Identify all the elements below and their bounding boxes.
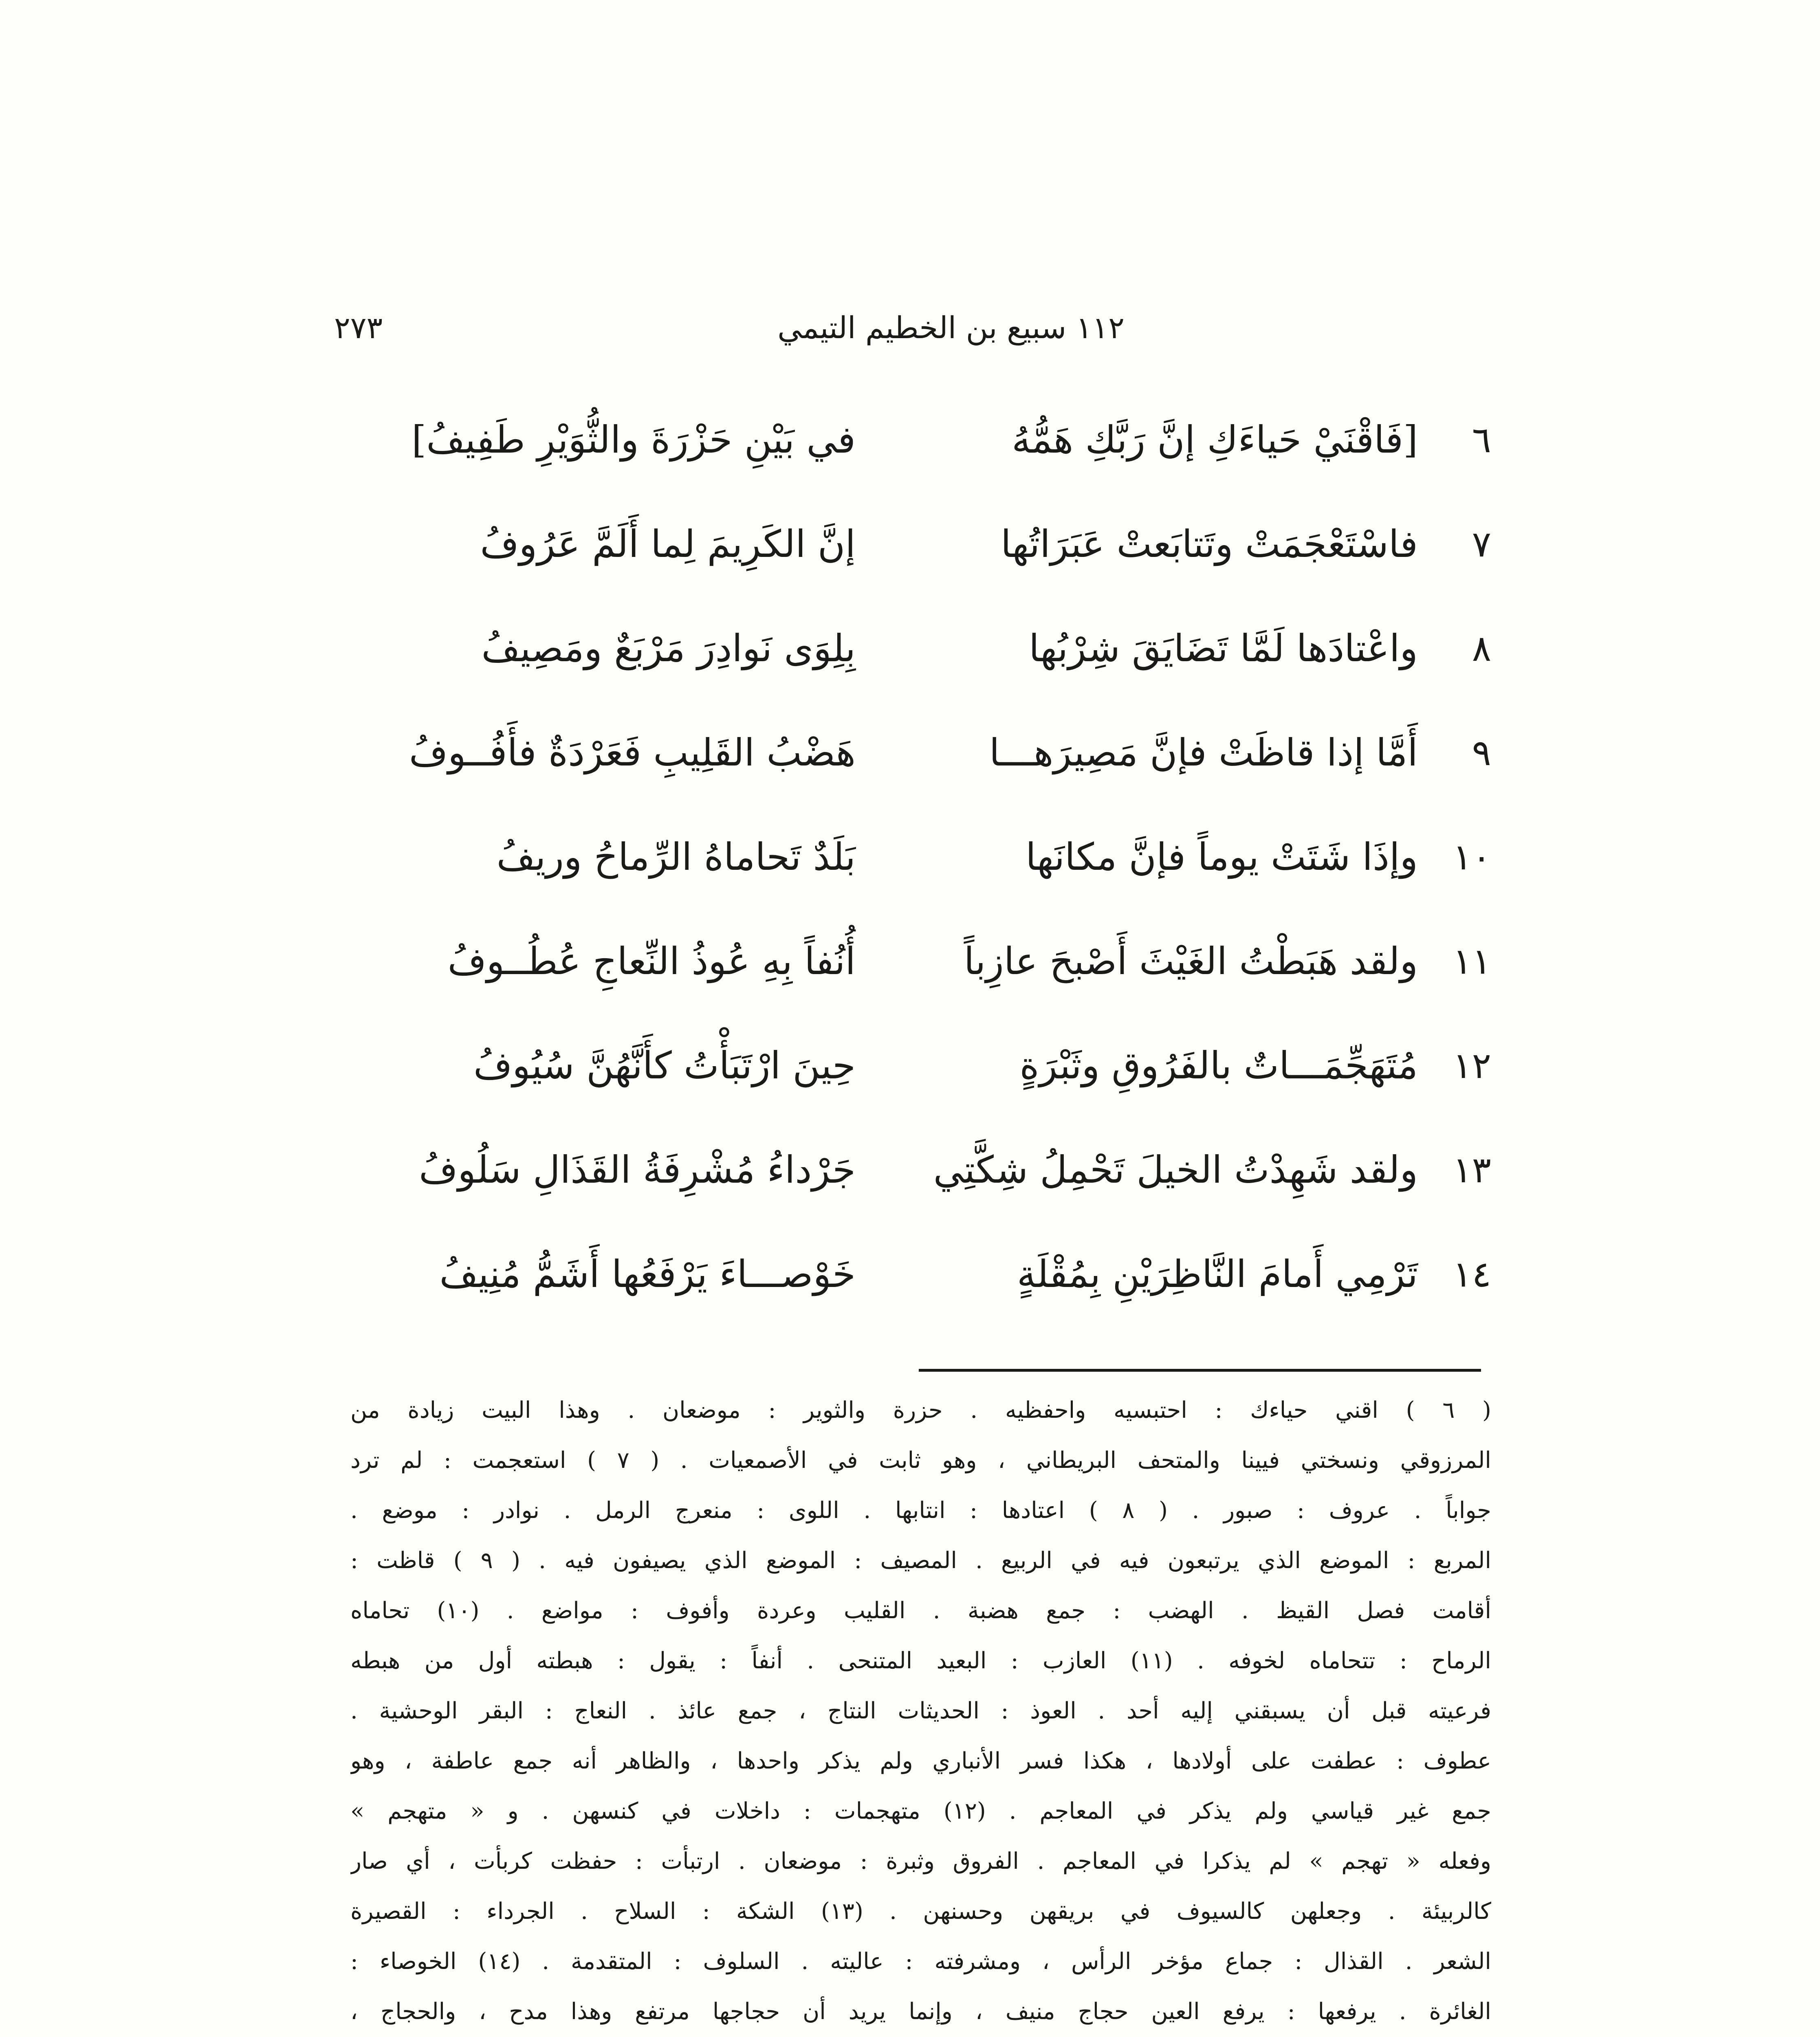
verse-line (359, 1225, 1491, 1330)
verse-line (359, 1017, 1491, 1121)
footnote-line: الشعر . القذال : جماع مؤخر الرأس ، ومشرفته : عاليته . السلوف : المتقدمة . (١٤) الخوصاء : (350, 1948, 1491, 1975)
chapter-title: ١١٢ سبيع بن الخطيم التيمي (777, 310, 1125, 345)
verse-second-hemistich: خَوْصـــاءَ يَرْفَعُها أَشَمُّ مُنِيفُ (439, 1252, 856, 1296)
verse-number: ٧ (1472, 523, 1491, 565)
footnote-line: أقامت فصل القيظ . الهضب : جمع هضبة . القليب وعردة وأفوف : مواضع . (١٠) تحاماه (350, 1597, 1491, 1624)
verse-number: ١١ (1452, 940, 1491, 982)
verse-first-hemistich: [فَاقْنَيْ حَياءَكِ إنَّ رَبَّكِ هَمُّهُ (1012, 418, 1418, 462)
footnote-divider (919, 1369, 1481, 1372)
verse-second-hemistich: إنَّ الكَرِيمَ لِما أَلَمَّ عَرُوفُ (480, 522, 856, 566)
running-header (326, 301, 1491, 354)
verse-first-hemistich: وإذَا شَتَتْ يوماً فإنَّ مكانَها (1026, 835, 1418, 879)
poem (359, 391, 1491, 1330)
verse-second-hemistich: بِلِوَى نَوادِرَ مَرْبَعٌ ومَصِيفُ (481, 627, 856, 670)
verse-number: ٦ (1472, 419, 1491, 461)
footnote-line: كالربيئة . وجعلهن كالسيوف في بريقهن وحسنهن . (١٣) الشكة : السلاح . الجرداء : القصيرة (350, 1898, 1491, 1925)
verse-second-hemistich: بَلَدٌ تَحاماهُ الرِّماحُ وريفُ (496, 835, 856, 879)
verse-line (359, 808, 1491, 913)
footnote-line: فرعيته قبل أن يسبقني إليه أحد . العوذ : الحديثات النتاج ، جمع عائذ . النعاج : البقر الوحشية . (350, 1698, 1491, 1724)
page-number: ٢٧٣ (334, 310, 383, 345)
verse-number: ١٣ (1452, 1149, 1491, 1191)
verse-line (359, 1121, 1491, 1225)
verse-line (359, 391, 1491, 495)
footnote-line: ( ٦ ) اقني حياءك : احتبسيه واحفظيه . حزرة والثوير : موضعان . وهذا البيت زيادة من (350, 1397, 1491, 1423)
verse-number: ١٢ (1452, 1045, 1491, 1087)
verse-second-hemistich: هَضْبُ القَلِيبِ فَعَرْدَةٌ فأَفُــوفُ (409, 731, 856, 774)
verse-line (359, 600, 1491, 704)
verse-number: ٨ (1472, 627, 1491, 669)
verse-first-hemistich: ولقد هَبَطْتُ الغَيْثَ أَصْبحَ عازِباً (964, 939, 1418, 983)
verse-first-hemistich: واعْتادَها لَمَّا تَضَايَقَ شِرْبُها (1029, 627, 1418, 670)
verse-first-hemistich: مُتَهَجِّمَـــاتٌ بالفَرُوقِ وثَبْرَةٍ (1019, 1044, 1418, 1087)
footnotes (350, 1385, 1491, 2037)
verse-second-hemistich: أُنُفاً بِهِ عُوذُ النِّعاجِ عُطُــوفُ (447, 939, 856, 983)
verse-number: ٩ (1472, 732, 1491, 774)
footnote-line: الرماح : تتحاماه لخوفه . (١١) العازب : البعيد المتنحى . أنفاً : يقول : هبطته أول من هبطه (350, 1648, 1491, 1674)
verse-first-hemistich: تَرْمِي أَمامَ النَّاظِرَيْنِ بِمُقْلَةٍ (1017, 1252, 1418, 1296)
verse-second-hemistich: حِينَ ارْتَبَأْتُ كأَنَّهُنَّ سُيُوفُ (473, 1044, 856, 1087)
footnote-line: جواباً . عروف : صبور . ( ٨ ) اعتادها : انتابها . اللوى : منعرج الرمل . نوادر : موضع . (350, 1497, 1491, 1524)
verse-second-hemistich: في بَيْنِ حَزْرَةَ والثُّوَيْرِ طَفِيفُ] (412, 418, 856, 462)
verse-second-hemistich: جَرْداءُ مُشْرِفَةُ القَذَالِ سَلُوفُ (419, 1148, 856, 1192)
footnote-line: جمع غير قياسي ولم يذكر في المعاجم . (١٢) متهجمات : داخلات في كنسهن . و « متهجم » (350, 1798, 1491, 1824)
footnote-line: الغائرة . يرفعها : يرفع العين حجاج منيف ، وإنما يريد أن حجاجها مرتفع وهذا مدح ، والحجاج ، (350, 1998, 1491, 2025)
verse-line (359, 913, 1491, 1017)
footnote-line: المرزوقي ونسختي فيينا والمتحف البريطاني ، وهو ثابت في الأصمعيات . ( ٧ ) استعجمت : لم ترد (350, 1447, 1491, 1474)
verse-first-hemistich: أَمَّا إذا قاظَتْ فإنَّ مَصِيرَهـــا (989, 731, 1418, 774)
verse-first-hemistich: ولقد شَهِدْتُ الخيلَ تَحْمِلُ شِكَّتِي (933, 1148, 1418, 1192)
verse-number: ١٠ (1452, 836, 1491, 878)
verse-first-hemistich: فاسْتَعْجَمَتْ وتَتابَعتْ عَبَرَاتُها (1001, 522, 1418, 566)
footnote-line: وفعله « تهجم » لم يذكرا في المعاجم . الفروق وثبرة : موضعان . ارتبأت : حفظت كربأت ، أي صار (350, 1848, 1491, 1874)
footnote-line: المربع : الموضع الذي يرتبعون فيه في الربيع . المصيف : الموضع الذي يصيفون فيه . ( ٩ ) قاظت : (350, 1547, 1491, 1574)
verse-line (359, 704, 1491, 808)
verse-line (359, 495, 1491, 600)
footnote-line: عطوف : عطفت على أولادها ، هكذا فسر الأنباري ولم يذكر واحدها ، والظاهر أنه جمع عاطفة ، وهو (350, 1748, 1491, 1774)
verse-number: ١٤ (1452, 1253, 1491, 1295)
